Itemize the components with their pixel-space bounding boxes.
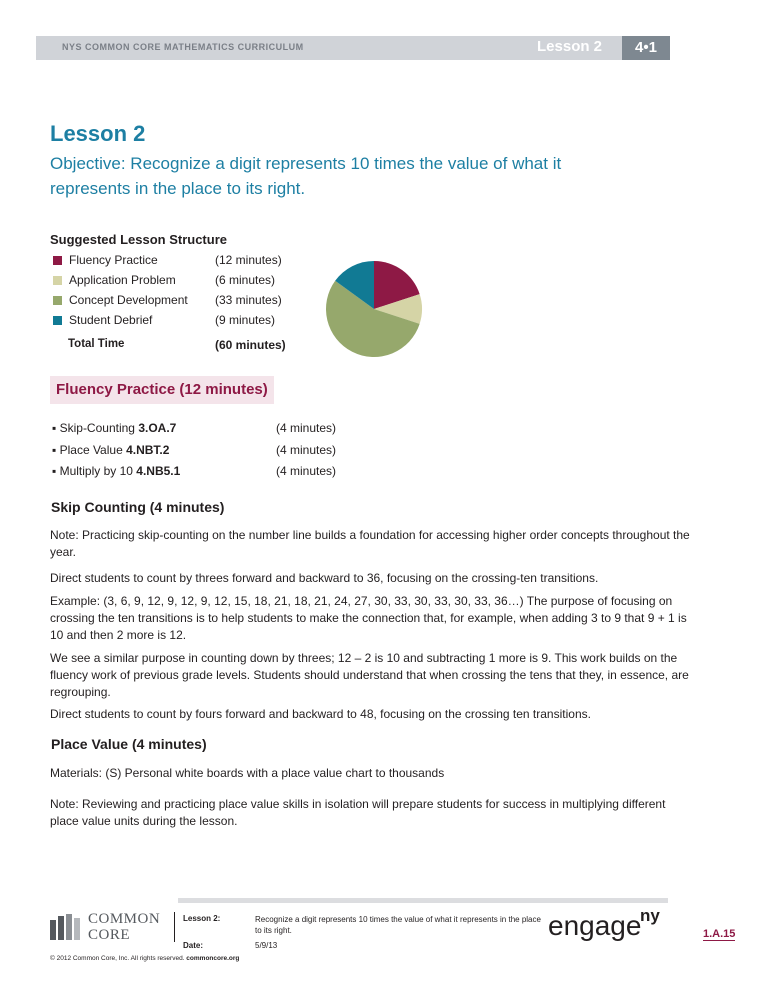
engageny-logo: engage [548, 910, 642, 941]
structure-item-label: Application Problem [69, 273, 176, 287]
footer-description: Recognize a digit represents 10 times the value of what it represents in the place to its right. [255, 915, 541, 935]
structure-item-label: Fluency Practice [69, 253, 158, 267]
debrief-swatch [53, 316, 62, 325]
structure-item-label: Student Debrief [69, 313, 153, 327]
objective-line-1: Objective: Recognize a digit represents 10 times the value of what it [50, 154, 562, 173]
logo-text-common: COMMON [88, 911, 161, 927]
skip-example: Example: (3, 6, 9, 12, 9, 12, 9, 12, 15, 18, 21, 18, 21, 24, 27, 30, 33, 30, 33, 30, 33, 36…) The purpose of focusing on crossing the ten transitions is to help students to make the connection that, for example, when adding 3 to 9 that 9 + 1 is 10 and then 2 more is 12. [50, 594, 687, 642]
structure-item-application [53, 273, 176, 287]
engageny-logo-ny: ny [640, 906, 660, 925]
curriculum-name: NYS COMMON CORE MATHEMATICS CURRICULUM [62, 42, 304, 52]
concept-swatch [53, 296, 62, 305]
copyright-site: commoncore.org [186, 955, 240, 962]
fluency-item-label: Multiply by 10 [59, 464, 137, 478]
fluency-item-label: Skip-Counting [59, 421, 139, 435]
footer-date: 5/9/13 [255, 941, 278, 950]
structure-item-minutes: (12 minutes) [215, 253, 282, 267]
fluency-item-label: Place Value [59, 443, 127, 457]
total-time-value: (60 minutes) [215, 338, 286, 352]
skip-counting-heading: Skip Counting (4 minutes) [51, 499, 225, 515]
footer-date-label: Date: [183, 941, 204, 950]
footer-lesson-label: Lesson 2: [183, 914, 221, 923]
skip-note: Note: Practicing skip-counting on the number line builds a foundation for accessing higher order concepts throughout the year. [50, 528, 690, 559]
fluency-item: ▪ Skip-Counting 3.OA.7 [52, 421, 177, 435]
skip-counting-down: We see a similar purpose in counting down by threes; 12 – 2 is 10 and subtracting 1 more is 9. This work builds on the fluency work of previous grade levels. Students should understand that when crossing the tens that they, in essence, are regrouping. [50, 651, 689, 699]
header-lesson: Lesson 2 [537, 38, 603, 55]
common-core-logo-icon [50, 914, 82, 940]
total-time-label: Total Time [68, 338, 125, 350]
fluency-swatch [53, 256, 62, 265]
logo-text-core: CORE [88, 927, 131, 943]
lesson-structure-pie [325, 260, 423, 358]
page-number: 1.A.15 [703, 928, 736, 940]
fluency-heading: Fluency Practice (12 minutes) [56, 381, 268, 398]
lesson-title: Lesson 2 [50, 121, 146, 146]
skip-direct-fours: Direct students to count by fours forward and backward to 48, focusing on the crossing ten transitions. [50, 707, 591, 721]
footer-divider [174, 912, 175, 942]
objective [50, 151, 650, 201]
structure-item-label: Concept Development [69, 293, 188, 307]
structure-item-concept [53, 293, 188, 307]
place-value-heading: Place Value (4 minutes) [51, 736, 207, 752]
fluency-item-standard: 4.NBT.2 [126, 443, 170, 457]
structure-item-minutes: (6 minutes) [215, 273, 276, 287]
fluency-item-minutes: (4 minutes) [276, 443, 337, 457]
objective-line-2: represents in the place to its right. [50, 179, 306, 198]
structure-item-debrief [53, 313, 152, 327]
footer-copyright [50, 955, 239, 962]
footer-rule [178, 898, 668, 903]
place-value-note: Note: Reviewing and practicing place value skills in isolation will prepare students for success in multiplying different place value units during the lesson. [50, 797, 666, 828]
copyright-text: © 2012 Common Core, Inc. All rights reserved. [50, 955, 187, 962]
fluency-item-standard: 3.OA.7 [138, 421, 177, 435]
application-swatch [53, 276, 62, 285]
fluency-item-minutes: (4 minutes) [276, 464, 337, 478]
fluency-item-minutes: (4 minutes) [276, 421, 337, 435]
structure-title: Suggested Lesson Structure [50, 232, 227, 247]
fluency-item: ▪ Place Value 4.NBT.2 [52, 443, 170, 457]
module-badge: 4•1 [622, 36, 670, 60]
skip-direct-threes: Direct students to count by threes forward and backward to 36, focusing on the crossing-ten transitions. [50, 571, 599, 585]
place-value-materials: Materials: (S) Personal white boards with a place value chart to thousands [50, 766, 445, 780]
fluency-item-standard: 4.NB5.1 [136, 464, 181, 478]
structure-item-fluency [53, 253, 158, 267]
fluency-item: ▪ Multiply by 10 4.NB5.1 [52, 464, 181, 478]
structure-item-minutes: (9 minutes) [215, 313, 276, 327]
structure-item-minutes: (33 minutes) [215, 293, 282, 307]
